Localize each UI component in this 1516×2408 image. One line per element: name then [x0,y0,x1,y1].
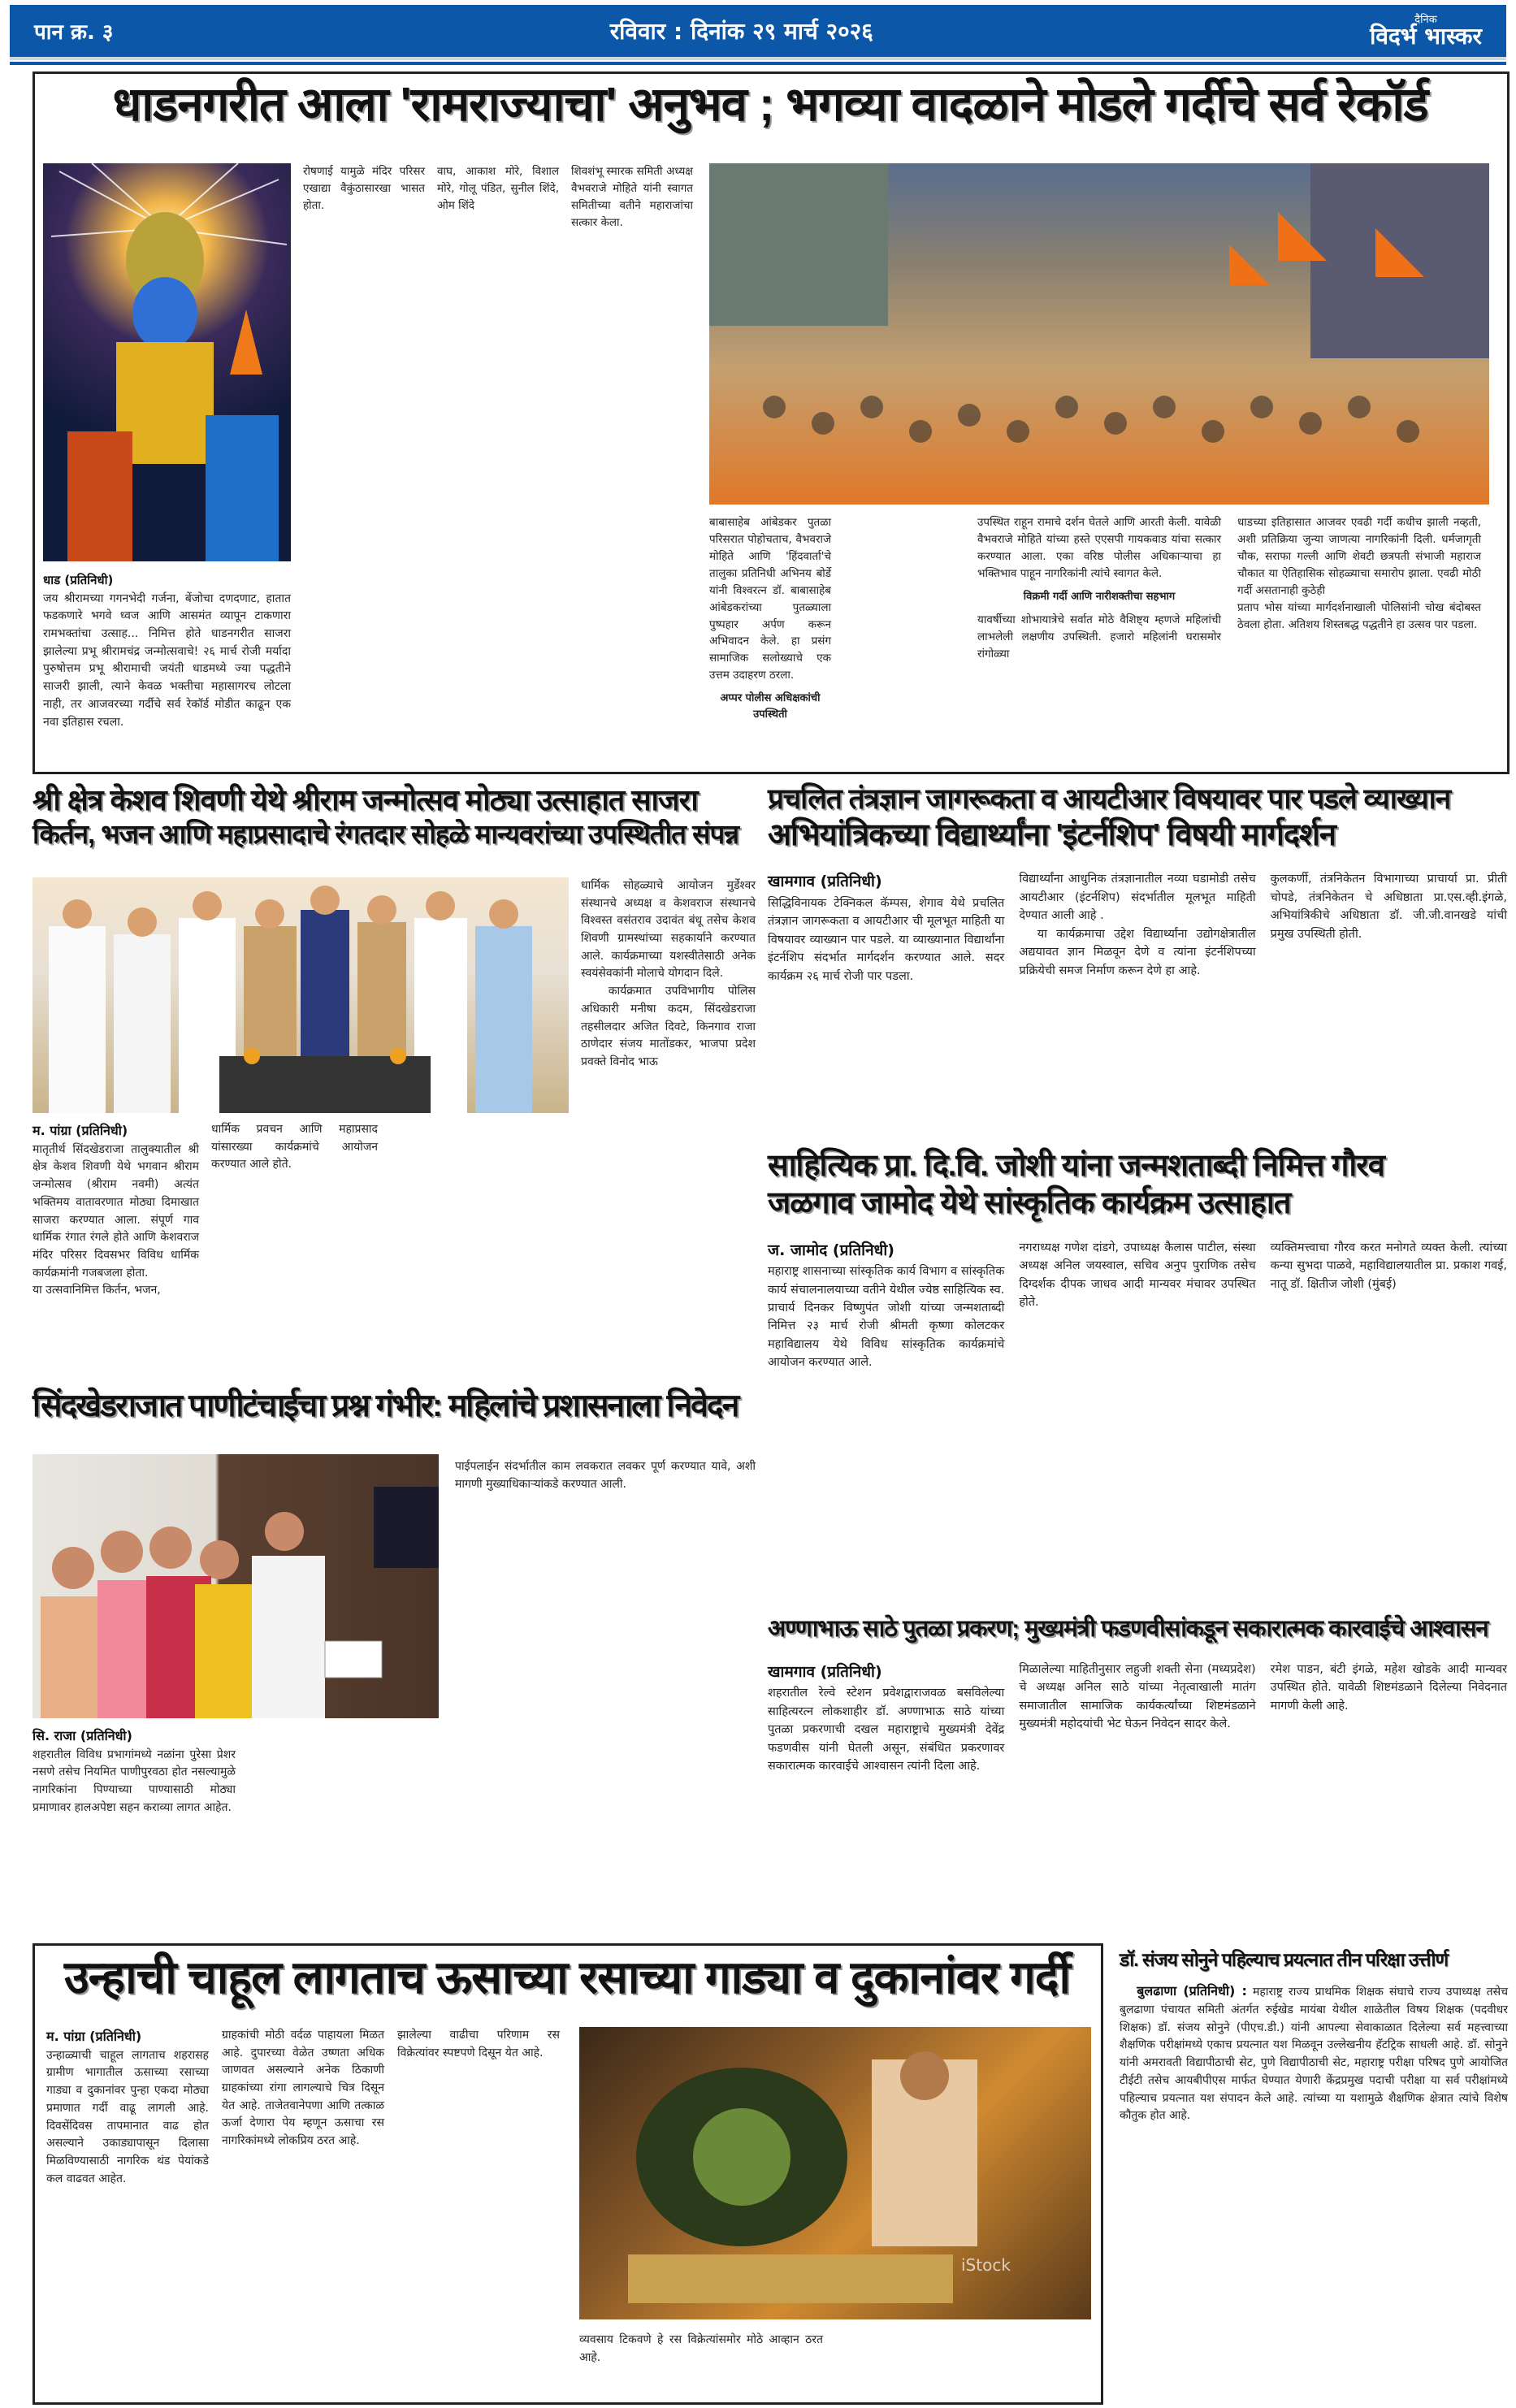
story4-para-0: महाराष्ट्र शासनाच्या सांस्कृतिक कार्य विभाग व सांस्कृतिक कार्य संचालनालयाच्या वतीने येथील ज्येष्ठ साहित्यिक स्व. प्राचार्य दिनकर विष्णुपंत जोशी यांच्या जन्मशताब्दी निमित्त २३ मार्च रोजी श्रीमती कृष्णा कोलटकर महाविद्यालय येथे विविध सांस्कृतिक कार्यक्रमांचे आयोजन करण्यात आले. [768,1265,1005,1370]
story8-dateline: बुलढाणा (प्रतिनिधी) : [1137,1983,1247,1999]
story-internship-lecture [768,784,1507,1133]
story3-para-1: विद्यार्थ्यांना आधुनिक तंत्रज्ञानातील नव्या घडामोडी तसेच आयटीआर (इंटर्नशिप) संदर्भातील मूलभूत माहिती देण्यात आली आहे . [1019,873,1256,923]
story3-headline-1: प्रचलित तंत्रज्ञान जागरूकता व आयटीआर विषयावर पार पडले व्याख्यान [768,783,1451,815]
story6-headline: अण्णाभाऊ साठे पुतळा प्रकरण; मुख्यमंत्री फडणवीसांकडून सकारात्मक कारवाईचे आश्वासन [768,1616,1488,1642]
story1-para-1: रोषणाई यामुळे मंदिर परिसर एखाद्या वैकुंठासारखा भासत होता. [303,165,425,212]
story5-headline: सिंदखेडराजात पाणीटंचाईचा प्रश्न गंभीर: महिलांचे प्रशासनाला निवेदन [32,1389,756,1424]
story3-para-0: सिद्धिविनायक टेक्निकल कॅम्पस, शेगाव येथे प्रचलित तंत्रज्ञान जागरूकता व आयटीआर ची मूलभूत माहिती या विषयावर व्याख्यान पार पडले. या व्याख्यानात विद्यार्थांना इंटर्नशिप संदर्भात मार्गदर्शन करण्यात आले. सदर कार्यक्रम २६ मार्च रोजी पार पडला. [768,896,1005,983]
felicitation-photo [32,877,569,1113]
watermark: iStock [961,2255,1011,2275]
story3-col1 [768,870,1004,985]
story2-headline-2: किर्तन, भजन आणि महाप्रसादाचे रंगतदार सोहळे मान्यवरांच्या उपस्थितीत संपन्न [32,818,739,849]
felicitation-illustration [32,877,569,1113]
story1-para-0: जय श्रीरामच्या गगनभेदी गर्जना, बेंजोचा दणदणाट, हातात फडकणारे भगवे ध्वज आणि आसमंत व्यापून टाकणारा रामभक्तांचा उत्साह... निमित्त होते धाडनगरीत साजरा झालेल्या प्रभू श्रीरामचंद्र जन्मोत्सवाचे! २६ मार्च रोजी मर्यादा पुरुषोत्तम प्रभू श्रीरामाची जयंती धाडमध्ये ज्या पद्धतीने साजरी झाली, त्याने केवळ भक्तीचा महासागरच लोटला नाही, तर आजवरच्या गर्दीचे सर्व रेकॉर्ड मोडीत काढून एक नवा इतिहास रचला. [43,591,291,729]
story1-para-3: शिवशंभू स्मारक समिती अध्यक्ष वैभवराजे मोहिते यांनी स्वागत समितीच्या वतीने महाराजांचा सत्कार केला. [571,165,693,229]
story5-para-1: पाईपलाईन संदर्भातील काम लवकरात लवकर पूर्ण करण्यात यावे, अशी मागणी मुख्याधिकाऱ्यांकडे करण्यात आली. [455,1460,756,1491]
story6-para-0: शहरातील रेल्वे स्टेशन प्रवेशद्वाराजवळ बसविलेल्या साहित्यरत्न लोकशाहीर डॉ. अण्णाभाऊ साठे यांच्या पुतळा प्रकरणाची दखल महाराष्ट्राचे मुख्यमंत्री देवेंद्र फडणवीस यांनी घेतली असून, संबंधित प्रकरणावर सकारात्मक कारवाईचे आश्वासन त्यांनी दिला आहे. [768,1687,1005,1774]
masthead [10,5,1506,60]
story7-bottom-left [579,2332,823,2367]
story1-lede [43,571,291,731]
story7-para-0: उन्हाळ्याची चाहूल लागताच शहरासह ग्रामीण भागातील ऊसाच्या रसाच्या गाड्या व दुकानांवर पुन्हा एकदा मोठ्या प्रमाणात गर्दी वाढू लागली आहे. दिवसेंदिवस तापमानात वाढ होत असल्याने उकाड्यापासून दिलासा मिळविण्यासाठी नागरिक थंड पेयांकडे कल वाढवत आहेत. [46,2048,209,2185]
juice-machine-illustration [579,2027,1091,2319]
story2-col-right [581,877,756,1072]
story3-col2 [1019,870,1255,985]
story7-dateline: म. पांग्रा (प्रतिनिधी) [46,2029,142,2044]
story8-headline: डॉ. संजय सोनुने पहिल्याच प्रयत्नात तीन परिक्षा उत्तीर्ण [1120,1949,1449,1970]
story1-para-7: यावर्षीच्या शोभायात्रेचे सर्वात मोठे वैशिष्ट्य म्हणजे महिलांची लाभलेली लक्षणीय उपस्थिती. हजारो महिलांनी घरासमोर रांगोळ्या [977,613,1221,660]
page-number: पान क्र. ३ [34,20,114,45]
story1-col3 [437,163,559,214]
procession-photo [709,163,1489,505]
header-rule [10,62,1506,65]
story1-para-5: उपस्थित राहून रामाचे दर्शन घेतले आणि आरती केली. यावेळी वैभवराजे मोहिते यांच्या हस्ते एएसपी गायकवाड यांचा सत्कार करण्यात आला. एका वरिष्ठ पोलीस अधिकाऱ्याचा हा भक्तिभाव पाहून नागरिकांनी त्यांचे स्वागत केले. [977,516,1221,580]
story-annabhau-sathe [768,1617,1507,1925]
story1-para-8: प्रताप भोस यांच्या मार्गदर्शनाखाली पोलिसांनी चोख बंदोबस्त ठेवला होता. अतिशय शिस्तबद्ध पद्धतीने हा उत्सव पार पडला. [1237,600,1481,631]
story1-col5 [709,514,831,730]
story-dv-joshi [768,1150,1507,1605]
ram-idol-illustration [43,163,291,561]
story-water-shortage [32,1389,756,1925]
story6-dateline: खामगाव (प्रतिनिधी) [768,1662,882,1681]
story5-dateline: सि. राजा (प्रतिनिधी) [32,1728,132,1743]
story1-headline: धाडनगरीत आला 'रामराज्याचा' अनुभव ; भगव्या वादळाने मोडले गर्दीचे सर्व रेकॉर्ड [112,78,1428,131]
story7-para-1: ग्राहकांची मोठी वर्दळ पाहायला मिळत आहे. दुपारच्या वेळेत उष्णता अधिक जाणवत असल्याने अनेक ठिकाणी ग्राहकांच्या रांगा लागल्याचे चित्र दिसून येत आहे. ताजेतवानेपणा आणि तत्काळ ऊर्जा देणारा पेय म्हणून ऊसाचा रस नागरिकांमध्ये लोकप्रिय ठरत आहे. [222,2029,384,2148]
story4-para-2: व्यक्तिमत्त्वाचा गौरव करत मनोगते व्यक्त केली. त्यांच्या कन्या सुभदा पाळवे, महाविद्यालयातील प्रा. प्रकाश गवई, नातू डॉ. क्षितीज जोशी (मुंबई) [1270,1241,1507,1291]
newspaper-logo [1370,15,1482,48]
story4-para-1: नगराध्यक्ष गणेश दांडगे, उपाध्यक्ष कैलास पाटील, संस्था अध्यक्ष अनिल जयस्वाल, सचिव अनुप पुराणिक तसेच दिग्दर्शक दीपक जाधव आदी मान्यवर मंचावर उपस्थित होते. [1019,1241,1256,1309]
story2-headline-1: श्री क्षेत्र केशव शिवणी येथे श्रीराम जन्मोत्सव मोठ्या उत्साहात साजरा [32,783,698,816]
story1-col7 [1237,514,1481,633]
subhead-asp: अप्पर पोलीस अधिक्षकांची उपस्थिती [720,692,821,721]
story3-col3 [1271,870,1507,985]
story2-para-3: धार्मिक सोहळ्याचे आयोजन मुर्डेश्वर संस्थानचे अध्यक्ष व केशवराज संस्थानचे विश्वस्त वसंतराव उदावंत बंधू तसेच केशव शिवणी ग्रामस्थांच्या सहकार्याने करण्यात आले. कार्यक्रमाच्या यशस्वीतेसाठी अनेक स्वयंसेवकांनी मोलाचे योगदान दिले. [581,879,756,981]
brand-small: दैनिक [1414,13,1437,26]
story4-dateline: ज. जामोद (प्रतिनिधी) [768,1241,894,1259]
story1-col4 [571,163,693,232]
story2-dateline: म. पांग्रा (प्रतिनिधी) [32,1123,128,1138]
story4-headline-2: जळगाव जामोद येथे सांस्कृतिक कार्यक्रम उत्साहात [768,1185,1291,1220]
story8-para: महाराष्ट्र राज्य प्राथमिक शिक्षक संघाचे राज्य उपाध्यक्ष तसेच बुलढाणा पंचायत समिती अंतर्गत रुईखेड मायंबा येथील शाळेतील विषय शिक्षक (पदवीधर शिक्षक) डॉ. संजय सोनुने (पीएच.डी.) यांनी आपल्या सेवाकाळात दिलेल्या सर्व महत्त्वाच्या शैक्षणिक परीक्षांमध्ये एकाच प्रयत्नात यश मिळवून उल्लेखनीय हॅटट्रिक साधली आहे. डॉ. सोनुने यांनी अमरावती विद्यापीठाची सेट, पुणे विद्यापीठाची सेट, महाराष्ट्र परीक्षा परिषद पुणे आयोजित टीईटी तसेच आयबीपीएस मार्फत घेण्यात येणारी केंद्रप्रमुख पदाची परीक्षा या सर्व परीक्षांमध्ये पहिल्याच प्रयत्नात यश संपादन केले आहे. त्यांच्या या यशामुळे शैक्षणिक क्षेत्रात त्यांचे विशेष कौतुक होत आहे. [1120,1986,1509,2123]
story3-headline-2: अभियांत्रिकच्या विद्यार्थ्यांना 'इंटर्नशिप' विषयी मार्गदर्शन [768,817,1336,852]
story6-para-1: मिळालेल्या माहितीनुसार लहुजी शक्ती सेना (मध्यप्रदेश) चे अध्यक्ष अनिल साठे यांच्या नेतृत्वाखाली मातंग समाजातील सामाजिक कार्यकर्त्यांच्या शिष्टमंडळाने मुख्यमंत्री महोदयांची भेट घेऊन निवेदन सादर केले. [1019,1662,1256,1731]
story2-para-1: या उत्सवानिमित्त किर्तन, भजन, [32,1284,161,1297]
story4-headline-1: साहित्यिक प्रा. दि.वि. जोशी यांना जन्मशताब्दी निमित्त गौरव [768,1149,1384,1183]
story7-para-3: व्यवसाय टिकवणे हे रस विक्रेत्यांसमोर मोठे आव्हान ठरत आहे. [579,2333,823,2364]
issue-date: रविवार : दिनांक २९ मार्च २०२६ [609,18,873,45]
story8-body [1120,1981,1508,2125]
story7-col3 [397,2027,560,2062]
crowd-illustration [709,163,1489,505]
story1-col2 [303,163,425,214]
story-keshav-shivani [32,784,756,1369]
story7-para-2: झालेल्या वाढीचा परिणाम रस विक्रेत्यांवर स्पष्टपणे दिसून येत आहे. [397,2029,560,2059]
story3-para-3: कुलकर्णी, तंत्रनिकेतन विभागाच्या प्राचार्या प्रा. प्रीती चोपडे, तंत्रनिकेतन चे अधिष्ठाता प्रा.एस.व्ही.इंगळे, अभियांत्रिकीचे अधिष्ठाता डॉ. जी.जी.वानखडे यांची प्रमुख उपस्थिती होती. [1270,873,1507,941]
story7-col1 [46,2027,209,2188]
story-sugarcane-juice [32,1943,1103,2405]
story6-col3 [1271,1661,1507,1776]
story3-dateline: खामगाव (प्रतिनिधी) [768,873,882,891]
story1-col6 [977,514,1221,663]
story2-para-0: मातृतीर्थ सिंदखेडराजा तालुक्यातील श्री क्षेत्र केशव शिवणी येथे भगवान श्रीराम जन्मोत्सव (श्रीराम नवमी) अत्यंत भक्तिमय वातावरणात मोठ्या दिमाखात साजरा करण्यात आला. संपूर्ण गाव धार्मिक रंगात रंगले होते आणि केशवराज मंदिर परिसर दिवसभर विविध धार्मिक कार्यक्रमांनी गजबजला होता. [32,1142,199,1280]
story-sanjay-sonune [1120,1950,1508,2405]
subhead-crowd: विक्रमी गर्दी आणि नारीशक्तीचा सहभाग [1023,590,1176,603]
women-group-illustration [32,1454,439,1718]
story1-para-2: वाघ, आकाश मोरे, विशाल मोरे, गोलू पंडित, सुनील शिंदे, ओम शिंदे [437,165,559,212]
story4-col1 [768,1239,1004,1372]
juice-cart-photo [579,2027,1091,2319]
story2-col1 [32,1121,199,1300]
story4-col3 [1271,1239,1507,1372]
story3-para-2: या कार्यक्रमाचा उद्देश विद्यार्थ्यांना उद्योगक्षेत्रातील अद्ययावत ज्ञान मिळवून देणे व त्यांना इंटर्नशिपच्या प्रक्रियेची समज निर्माण करून देणे हा आहे. [1019,927,1256,977]
memorandum-photo [32,1454,439,1718]
story7-headline: उन्हाची चाहूल लागताच ऊसाच्या रसाच्या गाड्या व दुकानांवर गर्दी [63,1951,1071,2003]
story1-dateline: धाड (प्रतिनिधी) [43,573,114,587]
story6-col1 [768,1661,1004,1776]
story5-para-0: शहरातील विविध प्रभागांमध्ये नळांना पुरेसा प्रेशर नसणे तसेच नियमित पाणीपुरवठा होत नसल्यामुळे नागरिकांना पिण्याच्या पाण्यासाठी मोठ्या प्रमाणावर हालअपेष्टा सहन कराव्या लागत आहेत. [32,1748,236,1814]
story4-col2 [1019,1239,1255,1372]
story1-para-6: धाडच्या इतिहासात आजवर एवढी गर्दी कधीच झाली नव्हती, अशी प्रतिक्रिया जुन्या जाणत्या नागरिकांनी दिली. धर्मजागृती चौक, सराफा गल्ली आणि शेवटी छत्रपती संभाजी महाराज चौकात या ऐतिहासिक सोहळ्याचा समारोप झाला. एवढी मोठी गर्दी असतानाही कुठेही [1237,516,1481,597]
story5-col1 [32,1726,236,1817]
ram-idol-photo [43,163,291,561]
story6-col2 [1019,1661,1255,1776]
story7-col2 [222,2027,384,2150]
story2-para-4: कार्यक्रमात उपविभागीय पोलिस अधिकारी मनीषा कदम, सिंदखेडराजा तहसीलदार अजित दिवटे, किनगाव राजा ठाणेदार संजय मातोंडकर, भाजपा प्रदेश प्रवक्ते विनोद भाऊ [581,985,756,1068]
story-dhad-ramnavami [32,71,1510,774]
story6-para-2: रमेश पाडन, बंटी इंगळे, महेश खोडके आदी मान्यवर उपस्थित होते. यावेळी शिष्टमंडळाने दिलेल्या निवेदनात मागणी केली आहे. [1270,1662,1507,1713]
story5-col-right [455,1458,756,1493]
story2-col2 [211,1121,378,1174]
brand-name: विदर्भ भास्कर [1370,22,1482,50]
story2-para-2: धार्मिक प्रवचन आणि महाप्रसाद यांसारख्या कार्यक्रमांचे आयोजन करण्यात आले होते. [211,1123,378,1172]
story1-para-4: बाबासाहेब आंबेडकर पुतळा परिसरात पोहोचताच, वैभवराजे मोहिते आणि 'हिंदवार्ता'चे तालुका प्रतिनिधी अभिनय बोर्डे यांनी विश्वरत्न डॉ. बाबासाहेब आंबेडकरांच्या पुतळ्याला पुष्पहार अर्पण करून अभिवादन केले. हा प्रसंग सामाजिक सलोख्याचे एक उत्तम उदाहरण ठरला. [709,516,831,682]
